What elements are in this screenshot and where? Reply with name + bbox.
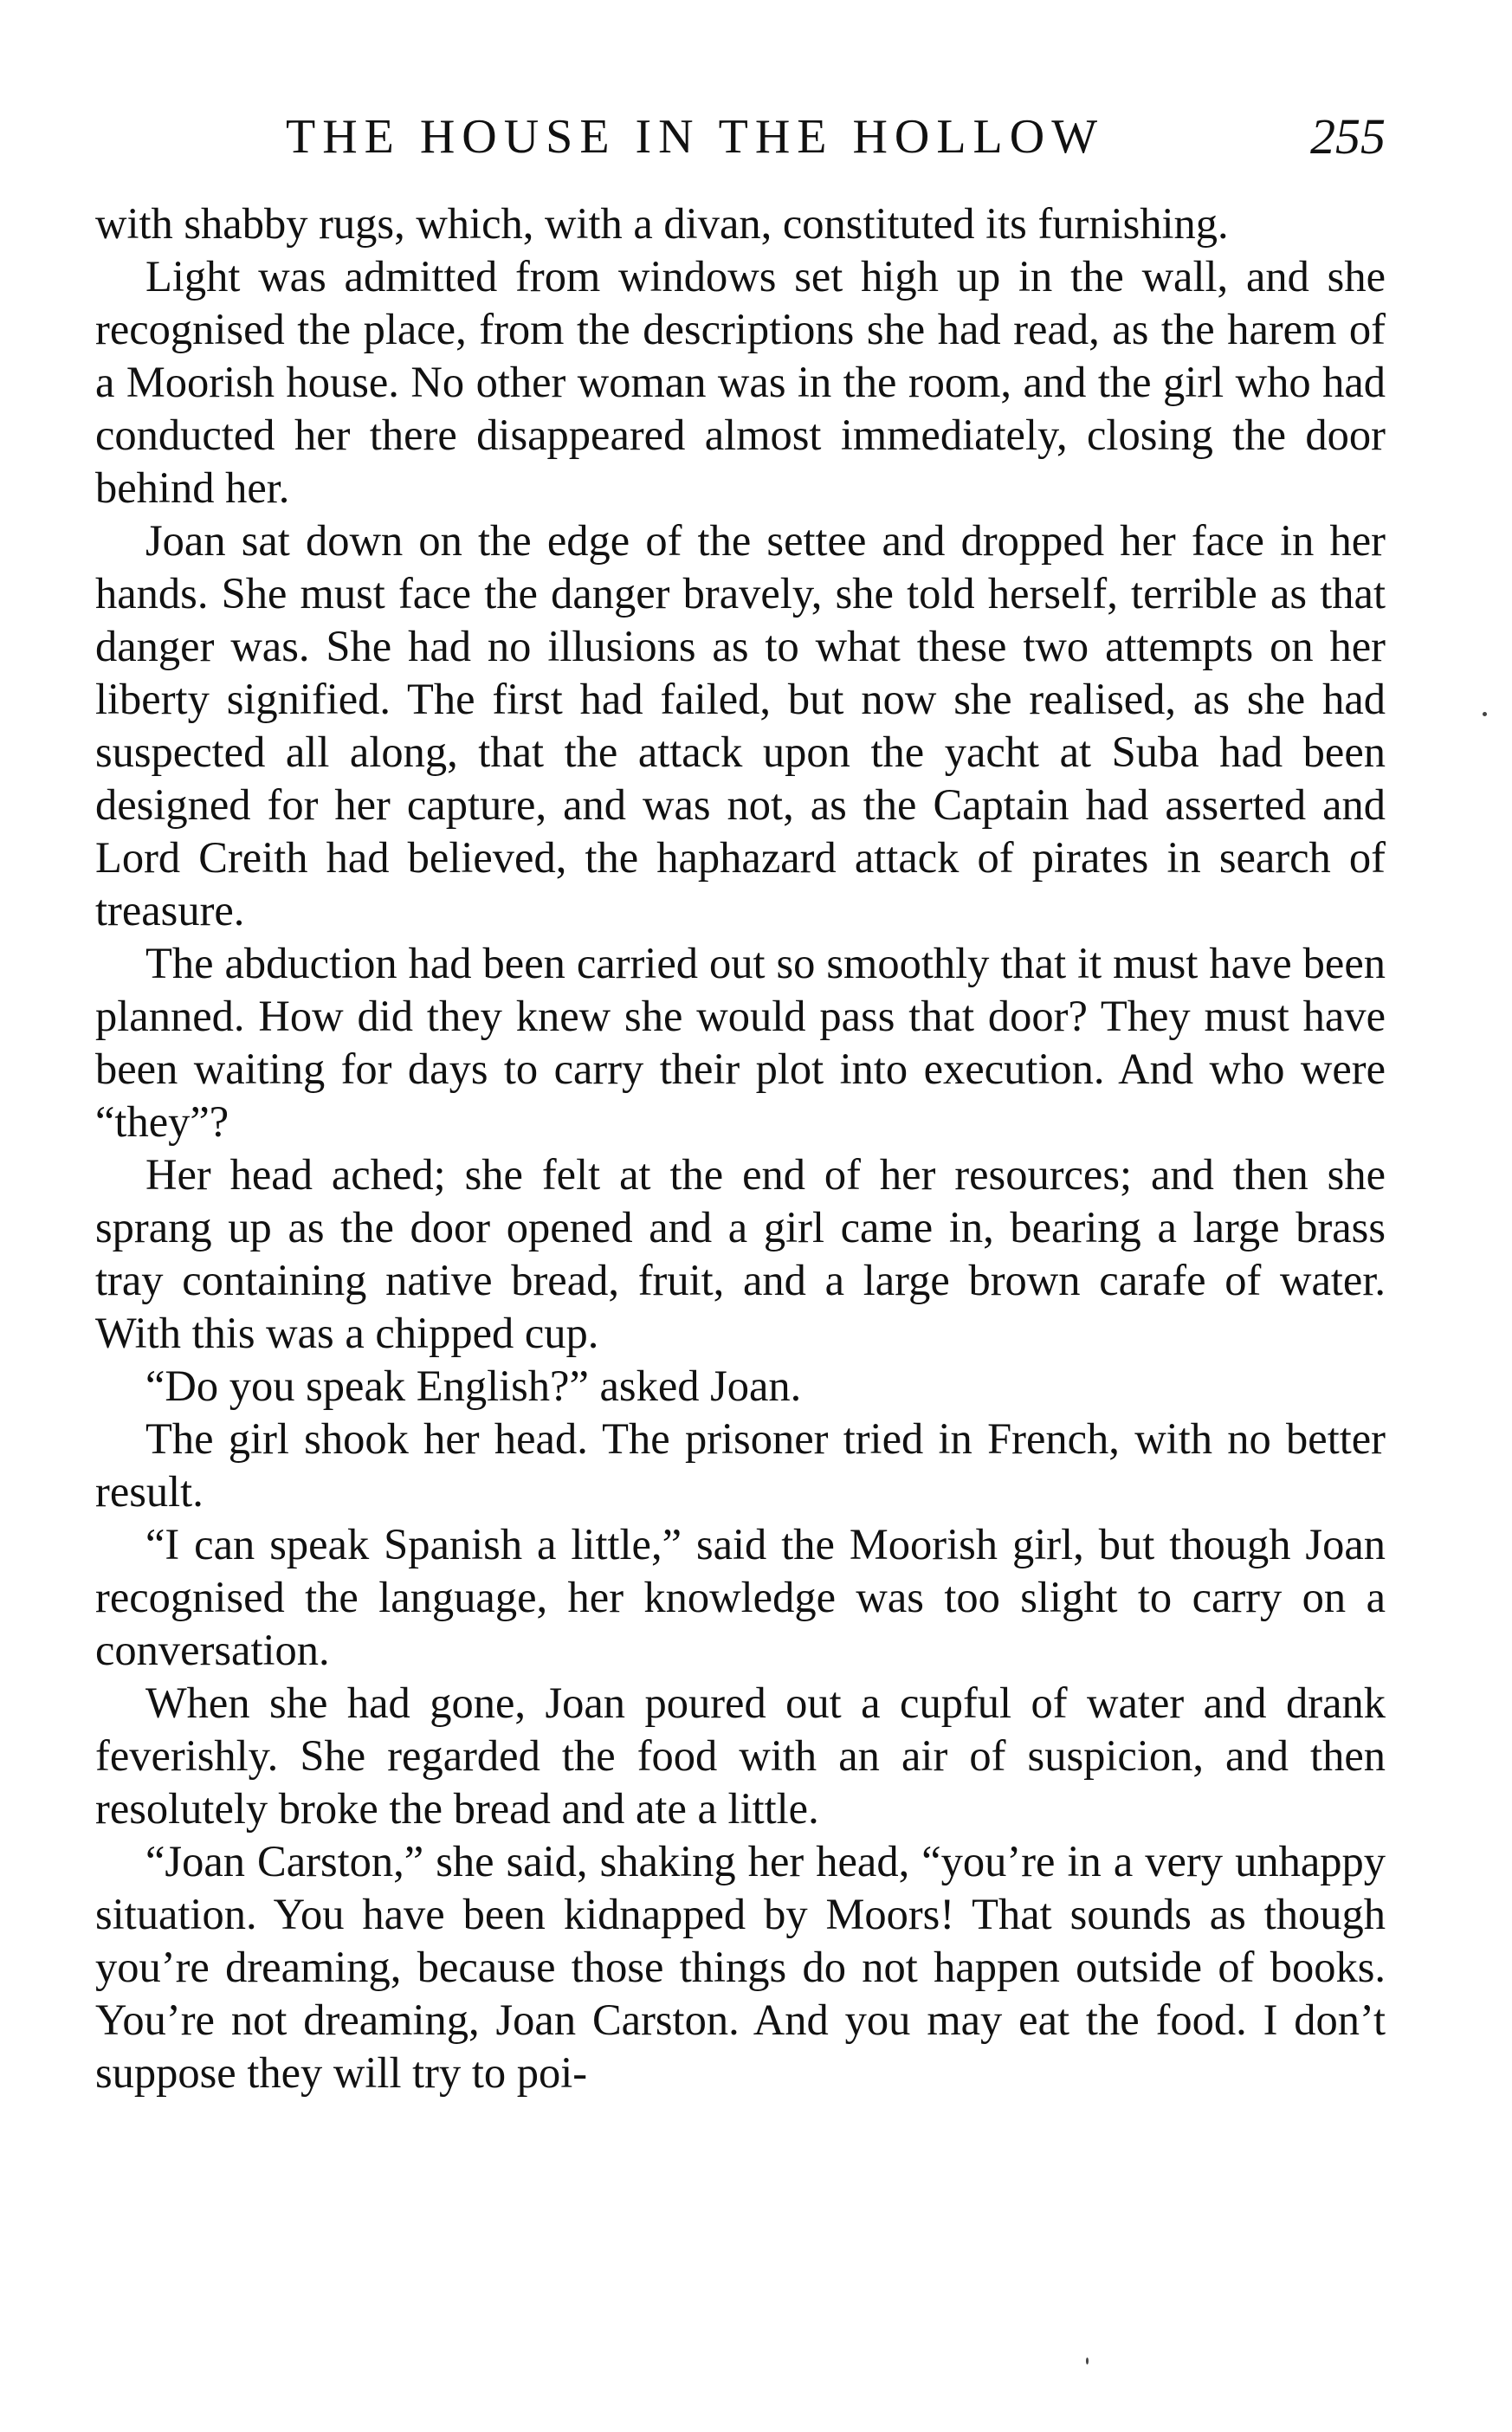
paragraph-7: The girl shook her head. The prisoner tried in French, with no better result. <box>95 1414 1386 1516</box>
scan-speck <box>1086 2358 1089 2364</box>
running-head <box>95 102 1386 171</box>
body-text <box>95 197 1386 2099</box>
paragraph-5: Her head ached; she felt at the end of her resources; and then she sprang up as the door opened and a girl came in, bearing a large brass tray containing native bread, fruit, and a large brown carafe of water. With this was a chipped cup. <box>95 1150 1386 1357</box>
paragraph-3: Joan sat down on the edge of the settee and dropped her face in her hands. She must face the danger bravely, she told herself, terrible as that danger was. She had no illusions as to what these two attempts on her liberty signified. The first had failed, but now she realised, as she had suspected all along, that the attack upon the yacht at Suba had been designed for her capture, and was not, as the Captain had asserted and Lord Creith had believed, the haphazard attack of pirates in search of treasure. <box>95 516 1386 935</box>
paragraph-10: “Joan Carston,” she said, shaking her head, “you’re in a very unhappy situation. You have been kidnapped by Moors! That sounds as though you’re dreaming, because those things do not happen outside of books. You’re not dreaming, Joan Carston. And you may eat the food. I don’t suppose they will try to poi- <box>95 1837 1386 2097</box>
paragraph-9: When she had gone, Joan poured out a cupful of water and drank feverishly. She regarded the food with an air of suspicion, and then resolutely broke the bread and ate a little. <box>95 1678 1386 1833</box>
paragraph-4: The abduction had been carried out so smoothly that it must have been planned. How did they knew she would pass that door? They must have been waiting for days to carry their plot into execution. And who were “they”? <box>95 939 1386 1146</box>
paragraph-6: “Do you speak English?” asked Joan. <box>145 1362 802 1410</box>
scan-speck <box>1483 712 1487 716</box>
running-title: THE HOUSE IN THE HOLLOW <box>286 110 1105 164</box>
paragraph-1: with shabby rugs, which, with a divan, constituted its furnishing. <box>95 199 1229 248</box>
page-number: 255 <box>1310 108 1386 165</box>
paragraph-8: “I can speak Spanish a little,” said the Moorish girl, but though Joan recognised the language, her knowledge was too slight to carry on a conversation. <box>95 1520 1386 1674</box>
paragraph-2: Light was admitted from windows set high up in the wall, and she recognised the place, from the descriptions she had read, as the harem of a Moorish house. No other woman was in the room, and the girl who had conducted her there disappeared almost immediately, closing the door behind her. <box>95 252 1386 512</box>
